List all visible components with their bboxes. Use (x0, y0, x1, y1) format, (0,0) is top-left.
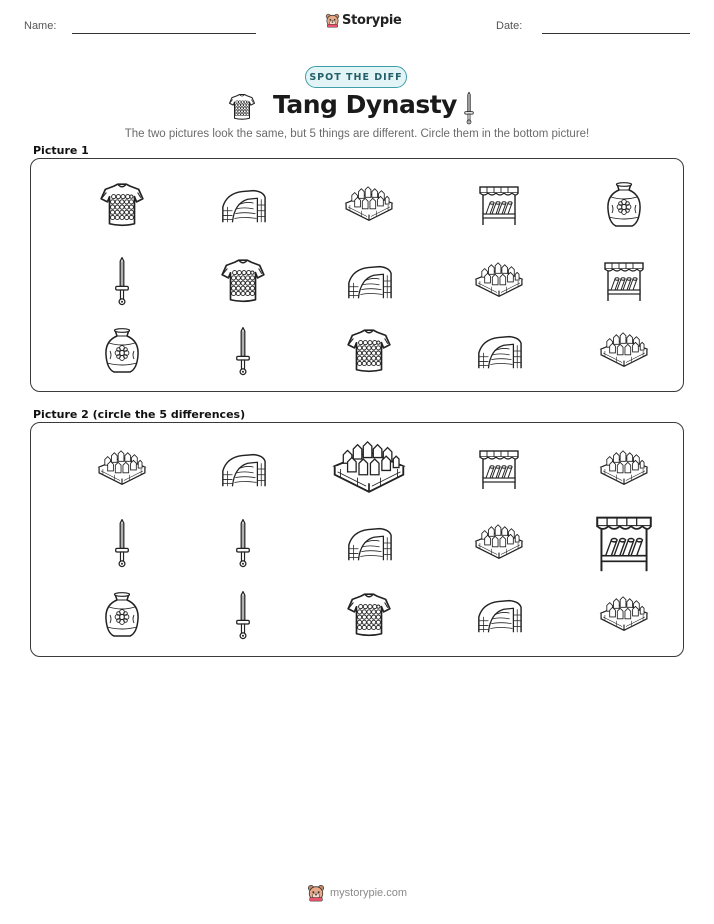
sword-icon[interactable] (90, 511, 154, 575)
armor-icon (227, 92, 257, 127)
market-icon[interactable] (467, 437, 531, 501)
sword-icon (211, 319, 275, 383)
picture-2-panel[interactable] (30, 422, 684, 657)
spot-the-diff-badge: SPOT THE DIFF (305, 66, 407, 88)
logo-text: Storypie (342, 13, 402, 28)
market-icon[interactable] (592, 511, 656, 575)
city-icon[interactable] (592, 437, 656, 501)
storypie-logo (325, 13, 402, 28)
armor-icon[interactable] (329, 583, 409, 647)
picture-1-panel (30, 158, 684, 392)
date-line[interactable] (542, 33, 690, 34)
city-icon (592, 319, 656, 383)
sword-icon (462, 91, 476, 130)
city-icon[interactable] (592, 583, 656, 647)
armor-icon (211, 249, 275, 313)
city-icon[interactable] (329, 437, 409, 501)
bear-icon (325, 13, 340, 28)
bridge-icon (467, 319, 531, 383)
bridge-icon[interactable] (211, 437, 275, 501)
bridge-icon (211, 173, 275, 237)
footer-site: mystorypie.com (330, 887, 408, 899)
city-icon (467, 249, 531, 313)
vase-icon[interactable] (90, 583, 154, 647)
picture-1-label: Picture 1 (33, 144, 89, 157)
name-label: Name: (24, 20, 57, 32)
bear-icon (307, 884, 325, 902)
date-label: Date: (496, 20, 523, 32)
vase-icon (90, 319, 154, 383)
instructions: The two pictures look the same, but 5 things are different. Circle them in the bottom picture! (124, 128, 590, 140)
bridge-icon[interactable] (329, 511, 409, 575)
picture-2-label: Picture 2 (circle the 5 differences) (33, 408, 246, 421)
name-line[interactable] (72, 33, 256, 34)
armor-icon (90, 173, 154, 237)
footer (307, 884, 407, 902)
sword-icon[interactable] (211, 511, 275, 575)
sword-icon[interactable] (211, 583, 275, 647)
city-icon[interactable] (90, 437, 154, 501)
city-icon[interactable] (467, 511, 531, 575)
page-title: Tang Dynasty (273, 90, 457, 119)
armor-icon (329, 319, 409, 383)
vase-icon (592, 173, 656, 237)
sword-icon (90, 249, 154, 313)
market-icon (467, 173, 531, 237)
bridge-icon (329, 249, 409, 313)
city-icon (329, 173, 409, 237)
bridge-icon[interactable] (467, 583, 531, 647)
market-icon (592, 249, 656, 313)
